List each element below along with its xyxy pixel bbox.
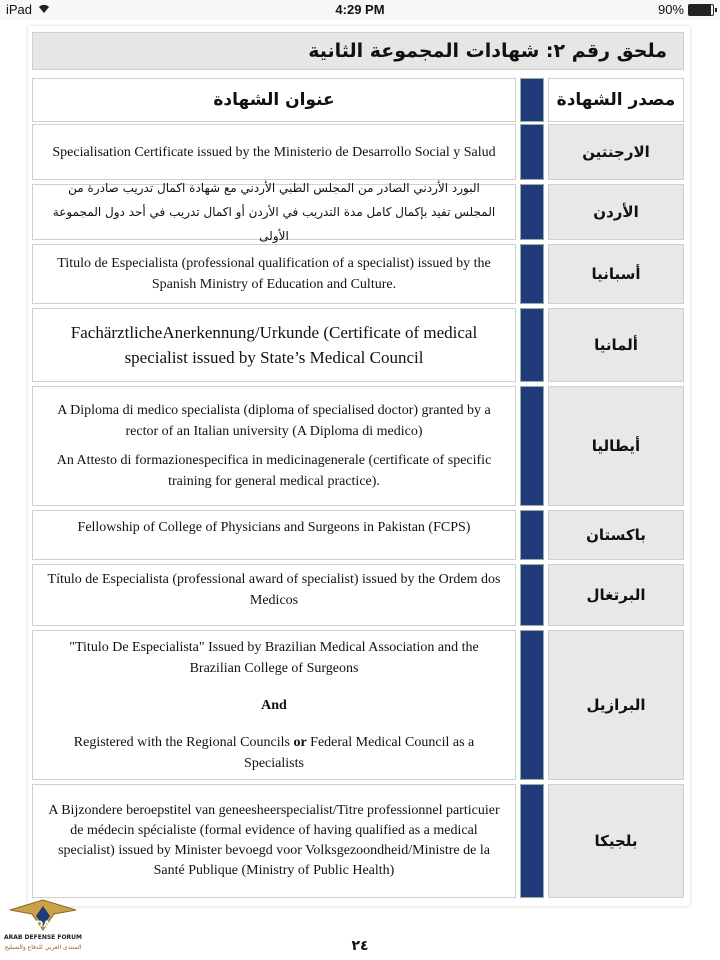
country-cell: البرتغال [548,564,684,626]
battery-percent: 90% [657,2,684,17]
device-name: iPad [6,2,33,17]
table-row [28,308,690,382]
watermark-name: ARAB DEFENSE FORUM [3,934,83,941]
certificate-text: Título de Especialista (professional award of specialist) issued by the Ordem dos Medicos [47,572,501,608]
page-number: ٢٤ [351,938,369,954]
certificate-cell [32,181,516,243]
certificate-text: البورد الأردني الصادر من المجلس الطبي الأردني مع شهادة اكمال تدريب صادرة من المجلس تفيد بإكمال كامل مدة التدريب في الأردن أو اكمال تدريب في أحد دول المجموعة الأولى [52,181,496,243]
row-divider-bar [520,386,544,506]
row-divider-bar [520,308,544,382]
header-certificate-title: عنوان الشهادة [32,78,516,122]
certificate-text: A Bijzondere beroepstitel van geneesheerspecialist/Titre professionnel particuier de médecin spécialiste (formal evidence of having qualified as a medical specialist) issued by Minister bevoegd voor Volksgezoondheid/Ministre de la Santé Publique (Ministry of Public Health) [48,803,500,878]
table-row [28,510,690,560]
certificate-text: Registered with the Regional Councils or Federal Medical Council as a Specialists [73,734,475,771]
header-certificate-source: مصدر الشهادة [548,78,684,122]
table-header-row [28,78,690,122]
certificate-text: "Titulo De Especialista" Issued by Brazilian Medical Association and the Brazilian College of Surgeons [69,639,479,676]
country-cell: الأردن [548,184,684,240]
status-right [658,2,714,17]
row-divider-bar [520,630,544,780]
battery-icon [688,4,714,16]
certificate-text: FachärztlicheAnerkennung/Urkunde (Certificate of medical specialist issued by State’s Medical Council [70,323,478,367]
certificate-cell [32,124,516,180]
country-cell: بلجيكا [548,784,684,898]
table-row [28,784,690,898]
certificate-cell [32,564,516,626]
certificate-text: An Attesto di formazionespecifica in medicinagenerale (certificate of specific training for general medical practice). [56,453,492,489]
watermark-logo [2,896,84,958]
country-cell: البرازيل [548,630,684,780]
table-row [28,630,690,780]
country-cell: أيطاليا [548,386,684,506]
certificate-text: A Diploma di medico specialista (diploma of specialised doctor) granted by a rector of an Italian university (A Diploma di medico) [57,403,491,439]
certificate-cell [32,784,516,898]
row-divider-bar [520,124,544,180]
table-row [28,386,690,506]
certificate-cell [32,386,516,506]
row-divider-bar [520,510,544,560]
certificate-conjunction: And [261,697,287,713]
document-page [28,26,690,906]
row-divider-bar [520,784,544,898]
status-bar [0,0,720,20]
page-title: ملحق رقم ٢: شهادات المجموعة الثانية [32,32,684,70]
row-divider-bar [520,564,544,626]
country-cell: الارجنتين [548,124,684,180]
certificate-text: Specialisation Certificate issued by the Ministerio de Desarrollo Social y Salud [52,144,496,160]
certificate-cell [32,630,516,780]
certificate-cell [32,244,516,304]
country-cell: باكستان [548,510,684,560]
certificate-text: Titulo de Especialista (professional qualification of a specialist) issued by the Spanish Ministry of Education and Culture. [57,256,491,292]
watermark-initials: DA [35,920,51,930]
certificate-cell [32,510,516,560]
row-divider-bar [520,244,544,304]
certificate-cell [32,308,516,382]
table-row [28,244,690,304]
battery-level-fill [689,5,711,15]
country-cell: ألمانيا [548,308,684,382]
certificate-text: Fellowship of College of Physicians and Surgeons in Pakistan (FCPS) [77,520,471,535]
header-divider-bar [520,78,544,122]
table-row [28,181,690,243]
watermark-subtitle: المنتدى العربي للدفاع والتسليح [4,944,82,951]
clock: 4:29 PM [335,2,385,17]
row-divider-bar [520,184,544,240]
table-row [28,564,690,626]
table-row [28,124,690,180]
country-cell: أسبانيا [548,244,684,304]
